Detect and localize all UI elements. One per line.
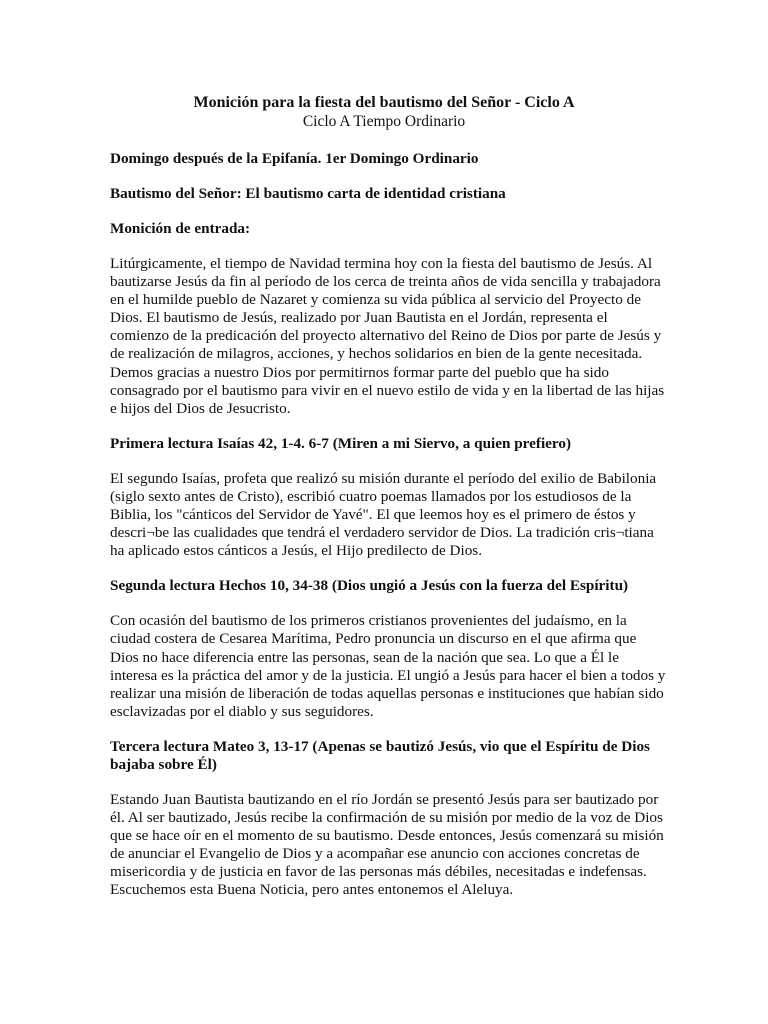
section-heading-primera-lectura: Primera lectura Isaías 42, 1-4. 6-7 (Miren a mi Siervo, a quien prefiero) xyxy=(110,434,572,452)
section-heading-bautismo: Bautismo del Señor: El bautismo carta de identidad cristiana xyxy=(110,185,506,202)
section-body-tercera-lectura: Estando Juan Bautista bautizando en el río Jordán se presentó Jesús para ser bautizado por él. Al ser bautizado, Jesús recibe la confirmación de su misión por medio de la voz de Dios que se hace oír en el momento de su bautismo. Desde entonces, Jesús comenzará su misión de anunciar el Evangelio de Dios y a acompañar ese anuncio con acciones concretas de misericordia y de justicia en favor de las personas más débiles, necesitadas e indefensas. Escuchemos esta Buena Noticia, pero antes entonemos el Aleluya. xyxy=(110,790,664,899)
section-heading-segunda-lectura: Segunda lectura Hechos 10, 34-38 (Dios ungió a Jesús con la fuerza del Espíritu) xyxy=(110,577,629,595)
section-heading-tercera-lectura: Tercera lectura Mateo 3, 13-17 (Apenas se bautizó Jesús, vio que el Espíritu de Dios bajaba sobre Él) xyxy=(110,737,650,773)
section-heading-domingo: Domingo después de la Epifanía. 1er Domingo Ordinario xyxy=(110,150,479,167)
section-body-monicion: Litúrgicamente, el tiempo de Navidad termina hoy con la fiesta del bautismo de Jesús. Al bautizarse Jesús da fin al período de los cerca de treinta años de vida sencilla y trabajadora en el humilde pueblo de Nazaret y comienza su vida pública al servicio del Proyecto de Dios. El bautismo de Jesús, realizado por Juan Bautista en el Jordán, representa el comienzo de la predicación del proyecto alternativo del Reino de Dios por parte de Jesús y de realización de milagros, acciones, y hechos solidarios en bien de la gente necesitada. Demos gracias a nuestro Dios por permitirnos formar parte del pueblo que ha sido consagrado por el bautismo para vivir en el nuevo estilo de vida y en la libertad de las hijas e hijos del Dios de Jesucristo. xyxy=(110,255,665,417)
section-heading-monicion: Monición de entrada: xyxy=(110,220,251,237)
document-body xyxy=(110,150,666,916)
document-subtitle: Ciclo A Tiempo Ordinario xyxy=(302,113,466,130)
document-title: Monición para la fiesta del bautismo del Señor - Ciclo A xyxy=(193,94,575,111)
section-body-primera-lectura: El segundo Isaías, profeta que realizó su misión durante el período del exilio de Babilonia (siglo sexto antes de Cristo), escribió cuatro poemas llamados por los estudiosos de la Biblia, los "cánticos del Servidor de Yavé". El que leemos hoy es el primero de éstos y descri¬be las cualidades que tendrá el verdadero servidor de Dios. La tradición cris¬tiana ha aplicado estos cánticos a Jesús, el Hijo predilecto de Dios. xyxy=(110,469,657,560)
section-body-segunda-lectura: Con ocasión del bautismo de los primeros cristianos provenientes del judaísmo, en la ciudad costera de Cesarea Marítima, Pedro pronuncia un discurso en el que afirma que Dios no hace diferencia entre las personas, sean de la nación que sea. Lo que a Él le interesa es la práctica del amor y de la justicia. El ungió a Jesús para hacer el bien a todos y realizar una misión de liberación de todas aquellas personas e instituciones que habían sido esclavizadas por el diablo y sus seguidores. xyxy=(110,612,666,720)
